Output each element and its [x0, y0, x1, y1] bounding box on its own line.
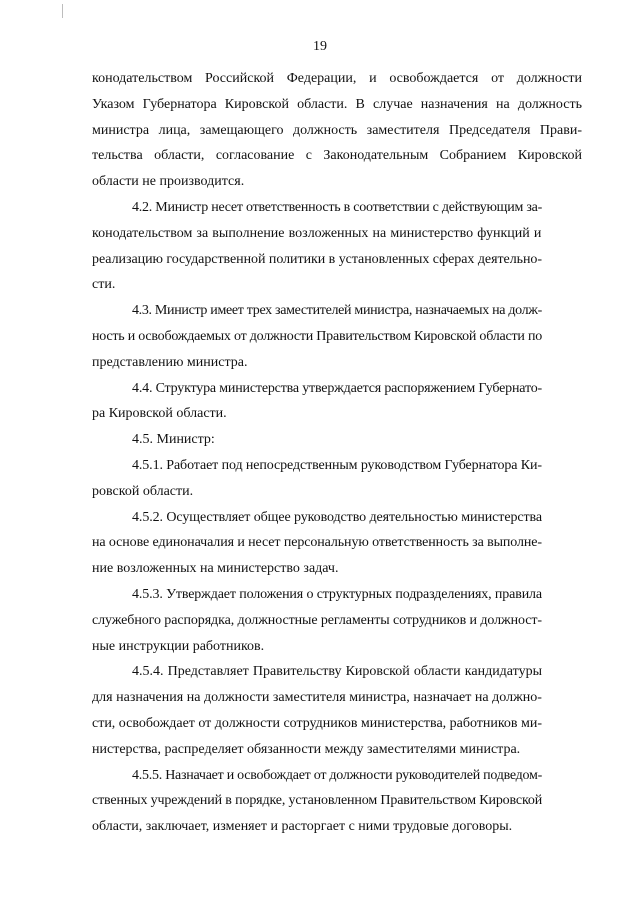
text-line: тельства области, согласование с Законодательным Собранием Кировской — [92, 148, 582, 164]
paragraph-4-5-5 — [92, 763, 582, 840]
text-line: для назначения на должности заместителя министра, назначает на должно- — [92, 690, 542, 706]
text-line: ровской области. — [92, 483, 194, 499]
text-line: ность и освобождаемых от должности Правительством Кировской области по — [92, 328, 542, 344]
text-line: реализацию государственной политики в установленных сферах деятельно- — [92, 251, 542, 267]
text-line: области, заключает, изменяет и расторгает с ними трудовые договоры. — [92, 819, 513, 835]
text-line: 4.5.4. Представляет Правительству Кировской области кандидатуры — [132, 664, 542, 680]
text-line: Указом Губернатора Кировской области. В случае назначения на должность — [92, 96, 582, 112]
text-line: конодательством за выполнение возложенных на министерство функций и — [92, 225, 542, 241]
paragraph-4-2 — [92, 195, 582, 298]
document-body — [92, 66, 582, 840]
text-line: сти, освобождает от должности сотрудников министерства, работников ми- — [92, 715, 542, 731]
text-line: нистерства, распределяет обязанности между заместителями министра. — [92, 741, 521, 757]
paragraph-4-5 — [92, 427, 582, 453]
text-line: 4.5.5. Назначает и освобождает от должности руководителей подведом- — [132, 767, 542, 783]
margin-mark — [62, 4, 63, 18]
text-line: конодательством Российской Федерации, и освобождается от должности — [92, 71, 582, 86]
text-line: 4.4. Структура министерства утверждается распоряжением Губернато- — [132, 380, 542, 396]
text-line: 4.3. Министр имеет трех заместителей министра, назначаемых на долж- — [132, 303, 542, 319]
paragraph-4-5-3 — [92, 582, 582, 659]
text-line: 4.5. Министр: — [132, 432, 215, 448]
paragraph-4-5-1 — [92, 453, 582, 505]
text-line: сти. — [92, 277, 116, 293]
page-number: 19 — [313, 39, 327, 54]
text-line: ственных учреждений в порядке, установленном Правительством Кировской — [92, 793, 543, 809]
text-line: представлению министра. — [92, 354, 248, 370]
paragraph-4-4 — [92, 376, 582, 428]
text-line: области не производится. — [92, 174, 245, 190]
text-line: 4.5.2. Осуществляет общее руководство деятельностью министерства — [132, 509, 542, 525]
text-line: служебного распорядка, должностные регламенты сотрудников и должност- — [92, 612, 542, 628]
text-line: 4.5.3. Утверждает положения о структурных подразделениях, правила — [132, 586, 542, 602]
paragraph-4-5-4 — [92, 659, 582, 762]
text-line: на основе единоначалия и несет персональную ответственность за выполне- — [92, 535, 542, 551]
text-line: министра лица, замещающего должность заместителя Председателя Прави- — [92, 122, 582, 138]
text-line: ние возложенных на министерство задач. — [92, 561, 339, 577]
text-line: 4.5.1. Работает под непосредственным руководством Губернатора Ки- — [132, 457, 542, 473]
paragraph-4-3 — [92, 298, 582, 375]
text-line: ные инструкции работников. — [92, 638, 265, 654]
text-line: ра Кировской области. — [92, 406, 227, 422]
paragraph-4-5-2 — [92, 505, 582, 582]
paragraph-continuation — [92, 66, 582, 195]
text-line: 4.2. Министр несет ответственность в соответствии с действующим за- — [132, 199, 542, 215]
